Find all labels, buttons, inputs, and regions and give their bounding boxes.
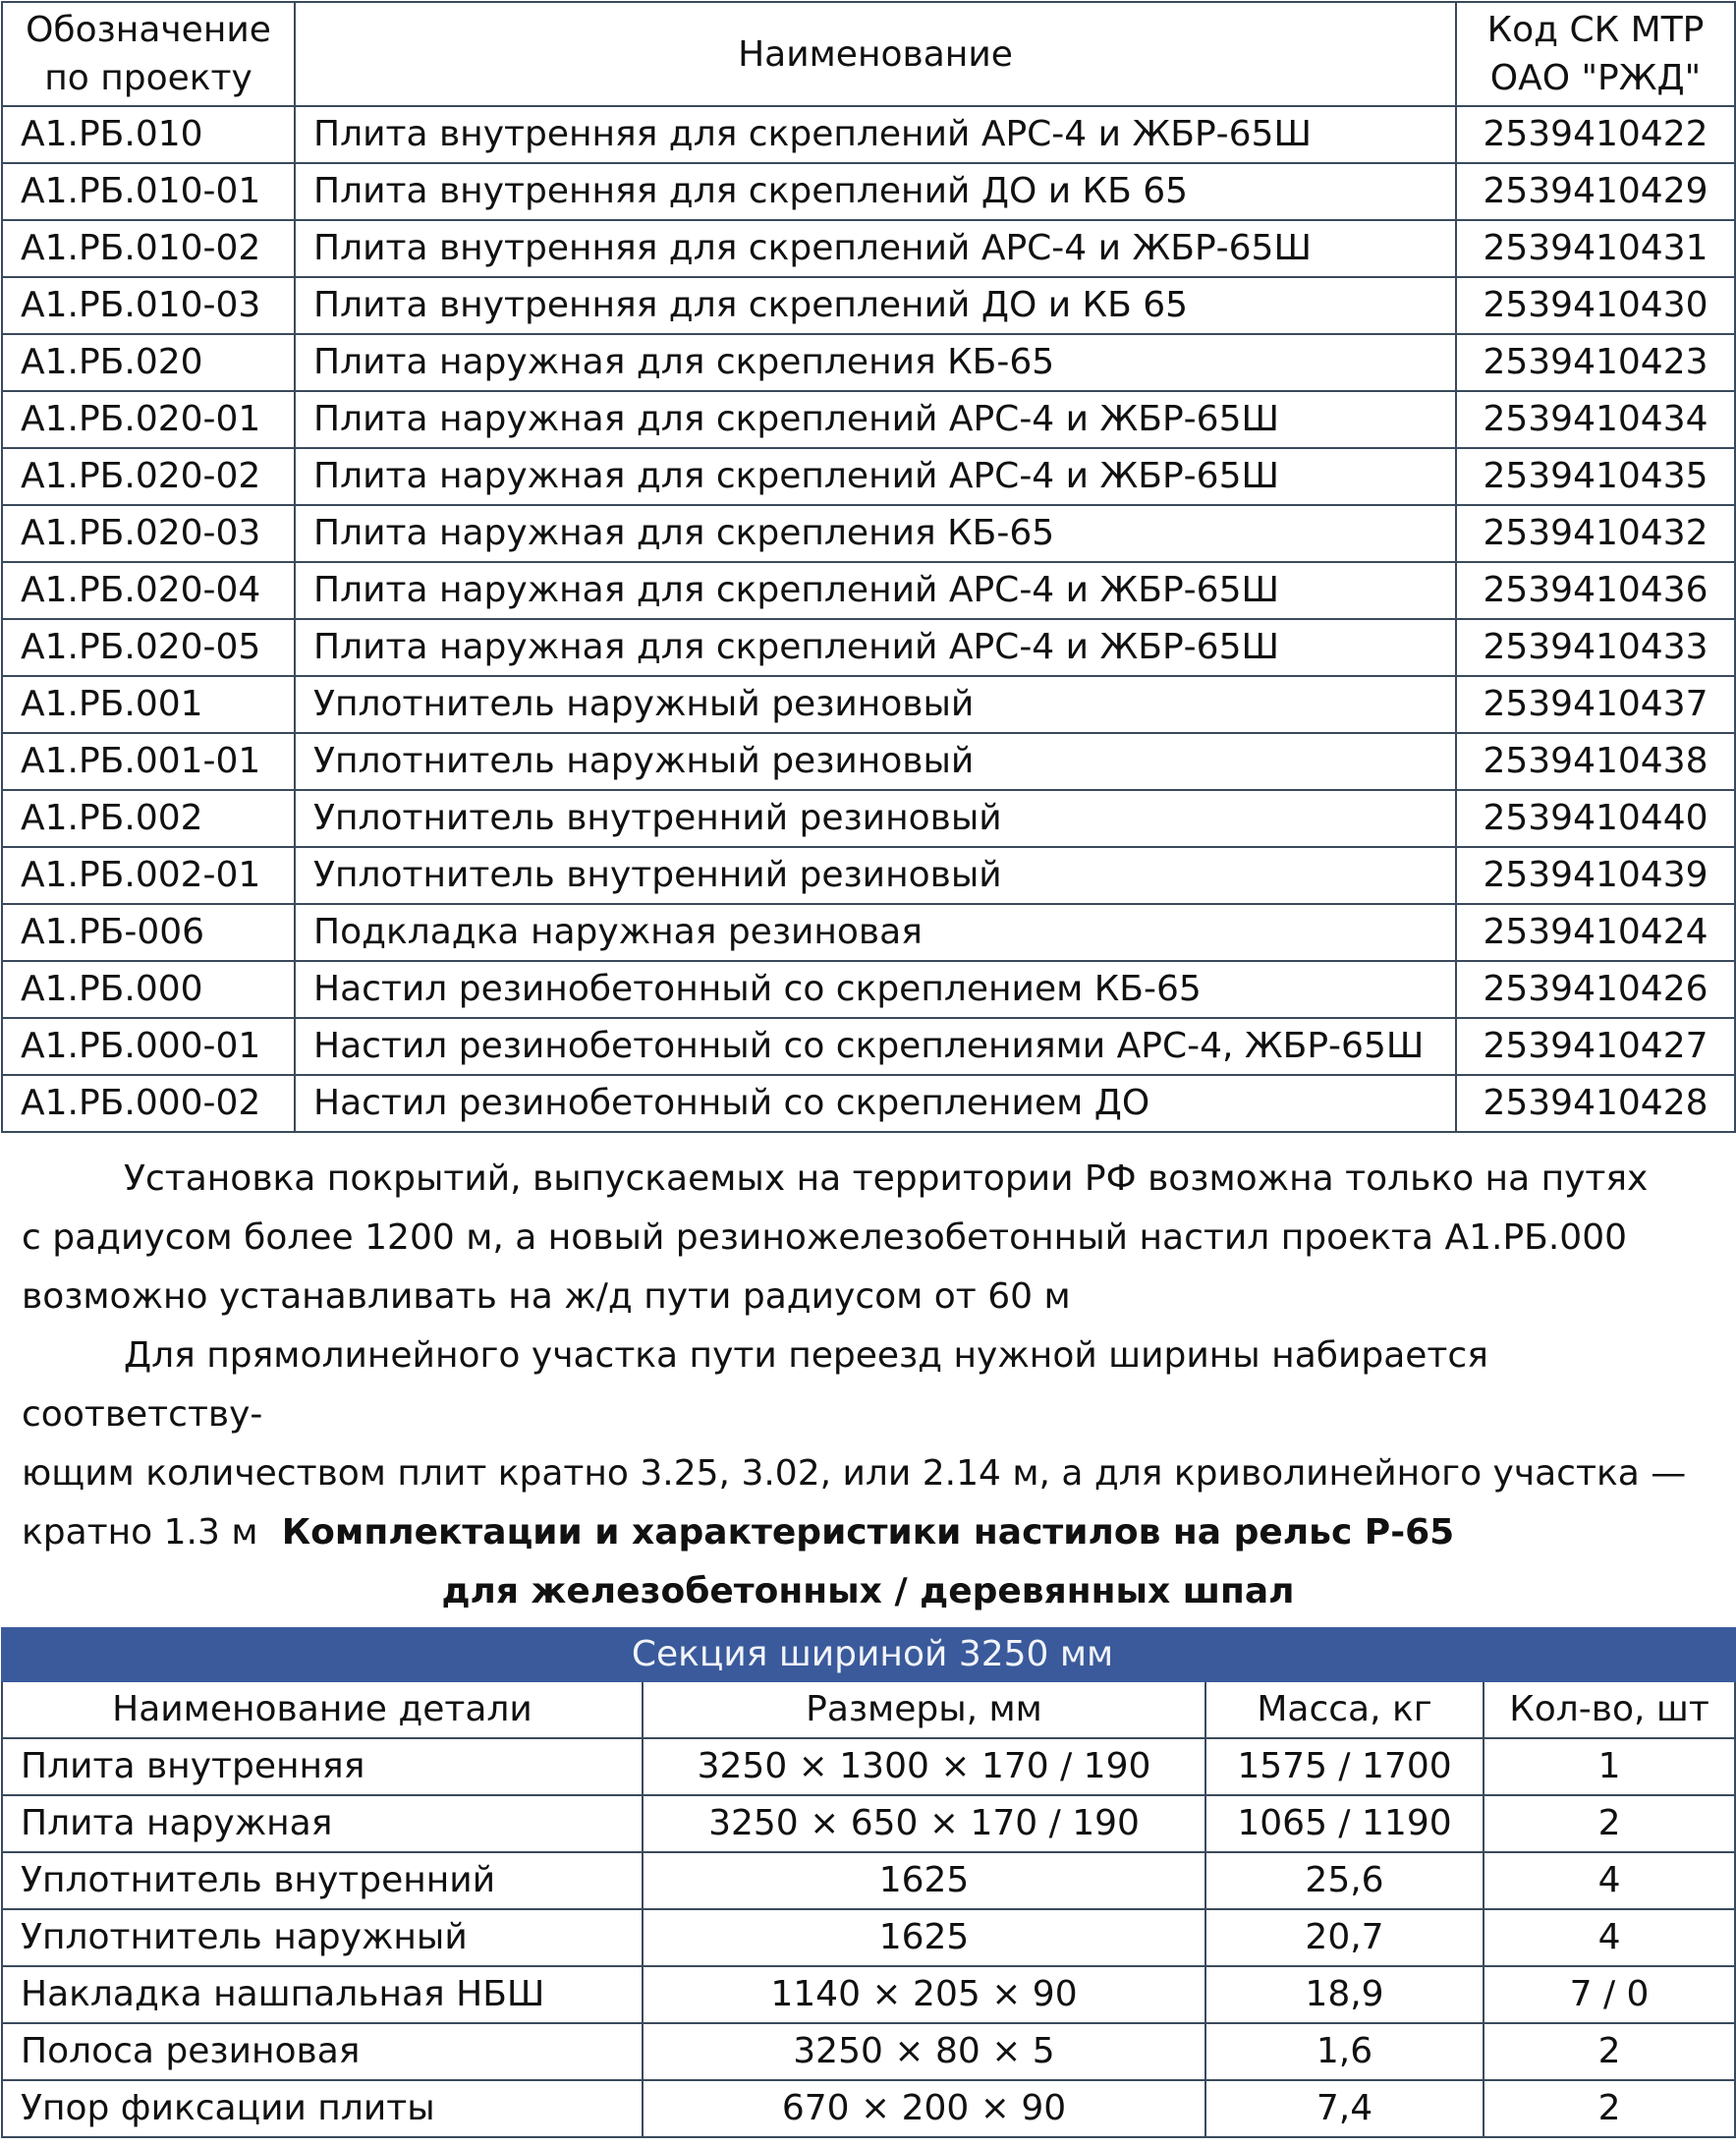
qty-cell: 1 [1484,1738,1735,1795]
code-cell: 2539410427 [1456,1018,1735,1075]
table-row [2,562,1735,619]
designation-cell: А1.РБ.010-01 [2,163,295,220]
qty-cell: 4 [1484,1909,1735,1966]
designation-cell: А1.РБ.010-02 [2,220,295,277]
designation-cell: А1.РБ.000 [2,961,295,1018]
header-designation [2,2,295,106]
table-row [2,448,1735,505]
name-cell: Плита наружная для скрепления КБ-65 [295,334,1456,391]
designation-cell: А1.РБ.002 [2,790,295,847]
header-designation-line1: Обозначение [26,10,271,50]
mass-cell: 7,4 [1205,2080,1484,2137]
part-cell: Уплотнитель наружный [2,1909,643,1966]
dims-cell: 3250 × 1300 × 170 / 190 [643,1738,1205,1795]
designation-cell: А1.РБ.001 [2,676,295,733]
products-header-row [2,2,1735,106]
name-cell: Плита наружная для скреплений АРС-4 и ЖБР-65Ш [295,619,1456,676]
header-name: Наименование [295,2,1456,106]
code-cell: 2539410423 [1456,334,1735,391]
designation-cell: А1.РБ.020-02 [2,448,295,505]
mass-cell: 1,6 [1205,2023,1484,2080]
table-row [2,505,1735,562]
mass-cell: 1575 / 1700 [1205,1738,1484,1795]
table-row [2,334,1735,391]
code-cell: 2539410430 [1456,277,1735,334]
dims-cell: 3250 × 80 × 5 [643,2023,1205,2080]
table-row [2,1018,1735,1075]
qty-cell: 7 / 0 [1484,1966,1735,2023]
table-row [2,1738,1735,1795]
code-cell: 2539410436 [1456,562,1735,619]
table-row [2,847,1735,904]
name-cell: Плита внутренняя для скреплений АРС-4 и ЖБР-65Ш [295,106,1456,163]
designation-cell: А1.РБ.000-02 [2,1075,295,1132]
dims-cell: 670 × 200 × 90 [643,2080,1205,2137]
designation-cell: А1.РБ-006 [2,904,295,961]
qty-cell: 2 [1484,1795,1735,1852]
designation-cell: А1.РБ.002-01 [2,847,295,904]
code-cell: 2539410440 [1456,790,1735,847]
section-title-row [2,1628,1735,1681]
table-row [2,790,1735,847]
code-cell: 2539410437 [1456,676,1735,733]
code-cell: 2539410433 [1456,619,1735,676]
code-cell: 2539410435 [1456,448,1735,505]
name-cell: Плита наружная для скреплений АРС-4 и ЖБР-65Ш [295,562,1456,619]
mass-cell: 25,6 [1205,1852,1484,1909]
qty-cell: 2 [1484,2023,1735,2080]
header-code-line2: ОАО "РЖД" [1489,58,1702,98]
code-cell: 2539410431 [1456,220,1735,277]
table-row [2,1075,1735,1132]
header-mass: Масса, кг [1205,1681,1484,1738]
table-row [2,1852,1735,1909]
part-cell: Накладка нашпальная НБШ [2,1966,643,2023]
name-cell: Плита наружная для скрепления КБ-65 [295,505,1456,562]
designation-cell: А1.РБ.010-03 [2,277,295,334]
mass-cell: 18,9 [1205,1966,1484,2023]
code-cell: 2539410426 [1456,961,1735,1018]
section-heading-line2: для железобетонных / деревянных шпал [441,1571,1295,1611]
part-cell: Упор фиксации плиты [2,2080,643,2137]
name-cell: Настил резинобетонный со скреплением КБ-65 [295,961,1456,1018]
code-cell: 2539410422 [1456,106,1735,163]
code-cell: 2539410434 [1456,391,1735,448]
name-cell: Подкладка наружная резиновая [295,904,1456,961]
part-cell: Плита наружная [2,1795,643,1852]
dims-cell: 1140 × 205 × 90 [643,1966,1205,2023]
header-dims: Размеры, мм [643,1681,1205,1738]
header-part: Наименование детали [2,1681,643,1738]
designation-cell: А1.РБ.020-03 [2,505,295,562]
name-cell: Плита наружная для скреплений АРС-4 и ЖБР-65Ш [295,448,1456,505]
code-cell: 2539410438 [1456,733,1735,790]
table-row [2,1795,1735,1852]
name-cell: Настил резинобетонный со скреплениями АРС-4, ЖБР-65Ш [295,1018,1456,1075]
table-row [2,277,1735,334]
paragraph-line: с радиусом более 1200 м, а новый резиножелезобетонный настил проекта А1.РБ.000 [22,1217,1628,1258]
designation-cell: А1.РБ.020-04 [2,562,295,619]
dims-cell: 1625 [643,1909,1205,1966]
designation-cell: А1.РБ.000-01 [2,1018,295,1075]
header-qty: Кол-во, шт [1484,1681,1735,1738]
table-row [2,163,1735,220]
designation-cell: А1.РБ.010 [2,106,295,163]
mass-cell: 20,7 [1205,1909,1484,1966]
name-cell: Уплотнитель наружный резиновый [295,733,1456,790]
components-header-row [2,1681,1735,1738]
name-cell: Настил резинобетонный со скреплением ДО [295,1075,1456,1132]
products-table [1,1,1736,1133]
code-cell: 2539410429 [1456,163,1735,220]
table-row [2,106,1735,163]
name-cell: Плита внутренняя для скреплений ДО и КБ 65 [295,277,1456,334]
table-row [2,1966,1735,2023]
name-cell: Уплотнитель наружный резиновый [295,676,1456,733]
header-code [1456,2,1735,106]
name-cell: Плита наружная для скреплений АРС-4 и ЖБР-65Ш [295,391,1456,448]
table-row [2,1909,1735,1966]
designation-cell: А1.РБ.001-01 [2,733,295,790]
components-table [1,1627,1736,2138]
table-row [2,2023,1735,2080]
installation-paragraph [22,1150,1721,1327]
part-cell: Уплотнитель внутренний [2,1852,643,1909]
paragraph-line: кратно 1.3 м [22,1512,258,1553]
designation-cell: А1.РБ.020-05 [2,619,295,676]
paragraph-line: возможно устанавливать на ж/д пути радиусом от 60 м [22,1276,1071,1317]
table-row [2,619,1735,676]
name-cell: Плита внутренняя для скреплений ДО и КБ 65 [295,163,1456,220]
header-code-line1: Код СК МТР [1486,10,1705,50]
dims-cell: 3250 × 650 × 170 / 190 [643,1795,1205,1852]
dims-cell: 1625 [643,1852,1205,1909]
table-row [2,904,1735,961]
qty-cell: 2 [1484,2080,1735,2137]
designation-cell: А1.РБ.020-01 [2,391,295,448]
mass-cell: 1065 / 1190 [1205,1795,1484,1852]
code-cell: 2539410428 [1456,1075,1735,1132]
section-title: Секция шириной 3250 мм [2,1628,1735,1681]
paragraph-line: Для прямолинейного участка пути переезд нужной ширины набирается соответству- [22,1335,1488,1435]
paragraph-line: Установка покрытий, выпускаемых на территории РФ возможна только на путях [124,1158,1649,1199]
paragraph-line: ющим количеством плит кратно 3.25, 3.02, или 2.14 м, а для криволинейного участка — [22,1453,1687,1494]
part-cell: Плита внутренняя [2,1738,643,1795]
section-heading-line1: Комплектации и характеристики настилов на рельс Р-65 [281,1512,1455,1553]
name-cell: Уплотнитель внутренний резиновый [295,847,1456,904]
code-cell: 2539410424 [1456,904,1735,961]
table-row [2,220,1735,277]
table-row [2,2080,1735,2137]
table-row [2,391,1735,448]
designation-cell: А1.РБ.020 [2,334,295,391]
part-cell: Полоса резиновая [2,2023,643,2080]
code-cell: 2539410432 [1456,505,1735,562]
table-row [2,961,1735,1018]
qty-cell: 4 [1484,1852,1735,1909]
name-cell: Плита внутренняя для скреплений АРС-4 и ЖБР-65Ш [295,220,1456,277]
header-designation-line2: по проекту [44,58,252,98]
name-cell: Уплотнитель внутренний резиновый [295,790,1456,847]
table-row [2,733,1735,790]
table-row [2,676,1735,733]
code-cell: 2539410439 [1456,847,1735,904]
